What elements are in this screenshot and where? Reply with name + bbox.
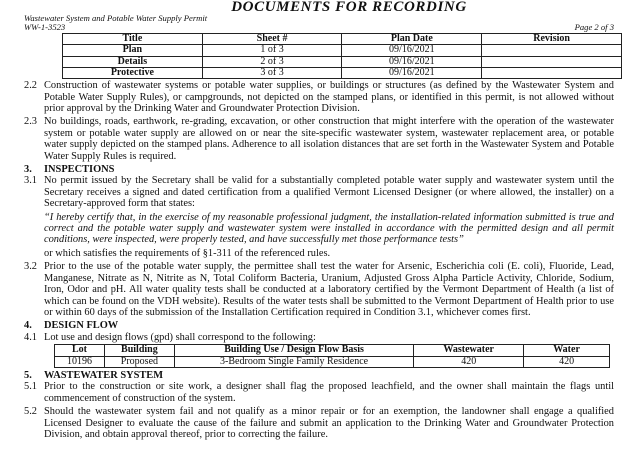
condition-2-3 [24, 116, 614, 162]
col-header-sheet: Sheet # [202, 34, 342, 45]
wastewater-flow: 420 [414, 356, 524, 367]
lot-number: 10196 [55, 356, 105, 367]
condition-3-1 [24, 175, 614, 209]
col-header-plan-date: Plan Date [342, 34, 482, 45]
sheet-title: Details [63, 56, 203, 67]
col-header-revision: Revision [482, 34, 622, 45]
page-number: Page 2 of 3 [574, 22, 614, 32]
condition-5-1 [24, 381, 614, 404]
table-header-row [63, 34, 622, 45]
table-row [63, 67, 622, 78]
certification-quote: “I hereby certify that, in the exercise of my reasonable professional judgment, the installation-related information submitted is true and correct and the potable water supply and wastewater system were installed in accordance with the permitted design and all permit conditions, were inspected, were properly tested, and have successfully met those performance tests” [44, 211, 614, 246]
condition-number: 3.2 [24, 261, 37, 273]
plan-date: 09/16/2021 [342, 56, 482, 67]
sheet-title: Protective [63, 67, 203, 78]
section-heading-design-flow [24, 320, 614, 331]
col-header-title: Title [63, 34, 203, 45]
section-heading-wastewater-system [24, 370, 614, 381]
sheet-number: 2 of 3 [202, 56, 342, 67]
condition-number: 4.1 [24, 331, 37, 343]
col-header-wastewater: Wastewater [414, 345, 524, 356]
section-number: 5. [24, 369, 32, 381]
section-title: WASTEWATER SYSTEM [44, 369, 164, 381]
section-number: 4. [24, 320, 32, 332]
permit-header-row [24, 23, 614, 32]
condition-number: 2.3 [24, 116, 37, 128]
section-number: 3. [24, 164, 32, 176]
section-heading-inspections [24, 164, 614, 175]
plan-date: 09/16/2021 [342, 45, 482, 56]
col-header-lot: Lot [55, 345, 105, 356]
condition-number: 5.1 [24, 381, 37, 393]
condition-3-1-continuation: or which satisfies the requirements of §1-311 of the referenced rules. [44, 247, 331, 259]
permit-header-title: Wastewater System and Potable Water Supply Permit [24, 13, 208, 23]
sheet-number: 3 of 3 [202, 67, 342, 78]
page-title: DOCUMENTS FOR RECORDING [231, 0, 467, 15]
condition-2-2 [24, 80, 614, 114]
plan-date: 09/16/2021 [342, 67, 482, 78]
condition-3-2 [24, 261, 614, 318]
permit-number: WW-1-3523 [24, 22, 66, 32]
condition-5-2 [24, 406, 614, 440]
condition-text: Prior to the use of the potable water supply, the permittee shall test the water for Arsenic, Escherichia coli (E. coli), Fluoride, Lead, Manganese, Nitrate as N, Nitrite as N, Total Coliform Bacteria, Uranium, Adjusted Gross Alpha Particle Activity, Chloride, Sodium, Iron, Odor and pH. All water quality tests shall be conducted at a laboratory certified by the Vermont Department of Health (a list of which can be found on the VDH website). Results of the water tests shall be submitted to the Vermont Department of Health prior to use or within 60 days of the submission of the Installation Certification required in Condition 3.1, whichever comes first. [44, 261, 614, 318]
plan-sheets-table [62, 33, 622, 79]
sheet-number: 1 of 3 [202, 45, 342, 56]
col-header-water: Water [524, 345, 610, 356]
revision [482, 67, 622, 78]
condition-text: No permit issued by the Secretary shall be valid for a substantially completed potable water supply and wastewater system until the Secretary receives a signed and dated certification from a qualified Vermont Licensed Designer (or where allowed, the installer) on a Secretary-approved form that states: [44, 175, 614, 210]
revision [482, 56, 622, 67]
building-use: 3-Bedroom Single Family Residence [174, 356, 413, 367]
condition-text: Lot use and design flows (gpd) shall correspond to the following: [44, 331, 316, 343]
col-header-building: Building [104, 345, 174, 356]
table-row [63, 56, 622, 67]
condition-4-1 [24, 332, 614, 343]
design-flow-table [54, 344, 610, 368]
water-flow: 420 [524, 356, 610, 367]
condition-text: Construction of wastewater systems or potable water supplies, or buildings or structures (as defined by the Wastewater System and Potable Water Supply Rules), or campgrounds, not depicted on the stamped plans, or identified in this permit, is not allowed without prior approval by the Drinking Water and Groundwater Protection Division. [44, 80, 614, 114]
condition-text: Prior to the construction or site work, a designer shall flag the proposed leachfield, and the owner shall maintain the flags until commencement of construction of the system. [44, 381, 614, 404]
condition-text: Should the wastewater system fail and not qualify as a minor repair or for an exemption, the landowner shall engage a qualified Licensed Designer to evaluate the cause of the failure and submit an application to the Drinking Water and Groundwater Protection Division, and obtain approval thereof, prior to correcting the failure. [44, 406, 614, 440]
revision [482, 45, 622, 56]
building: Proposed [104, 356, 174, 367]
condition-number: 2.2 [24, 80, 37, 92]
col-header-use: Building Use / Design Flow Basis [174, 345, 413, 356]
condition-text: No buildings, roads, earthwork, re-grading, excavation, or other construction that might interfere with the operation of the wastewater system or potable water supply are allowed on or near the site-specific wastewater system, wastewater replacement area, or potable water supply depicted on the stamped plans. Adherence to all isolation distances that are set forth in the Wastewater System and Potable Water Supply Rules is required. [44, 116, 614, 162]
condition-number: 3.1 [24, 175, 37, 187]
table-row [63, 45, 622, 56]
condition-number: 5.2 [24, 406, 37, 418]
table-header-row [55, 345, 610, 356]
section-title: INSPECTIONS [44, 164, 115, 176]
section-title: DESIGN FLOW [44, 320, 119, 332]
table-row [55, 356, 610, 367]
sheet-title: Plan [63, 45, 203, 56]
